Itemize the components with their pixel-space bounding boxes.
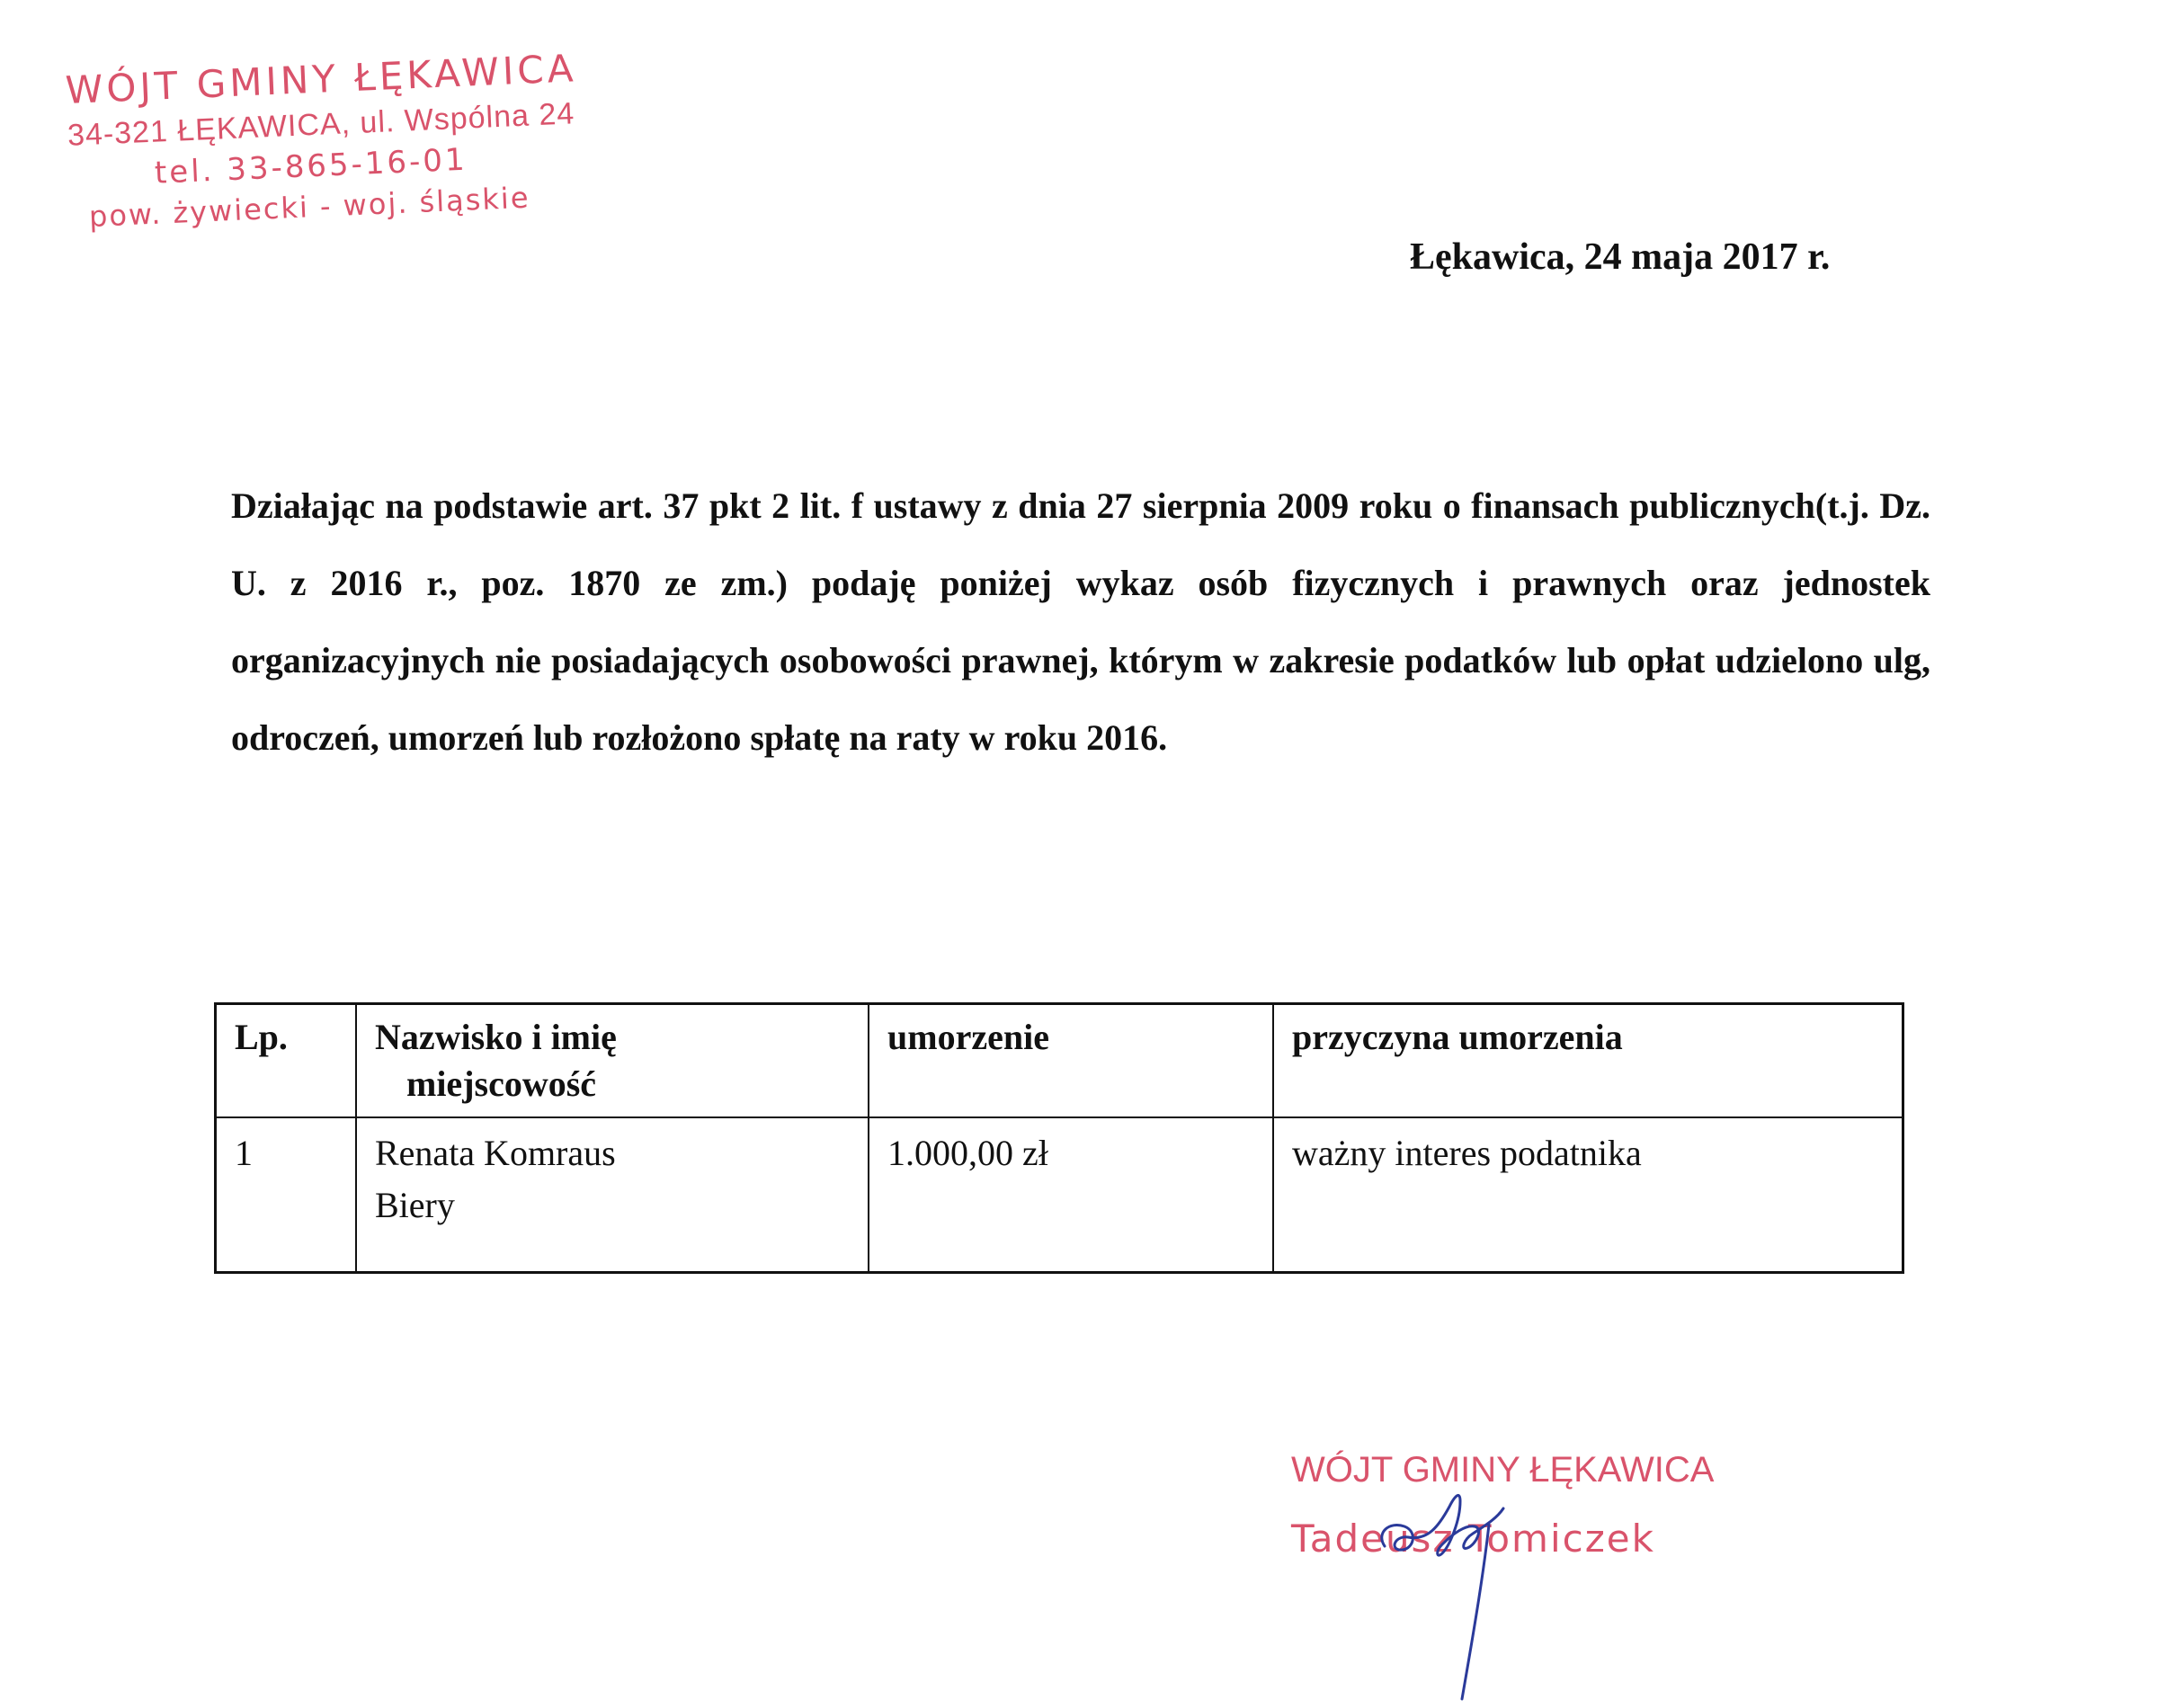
cell-person-name: Renata Komraus bbox=[375, 1133, 616, 1173]
cell-amount: 1.000,00 zł bbox=[869, 1117, 1273, 1273]
table-row bbox=[216, 1117, 1903, 1273]
stamp-office-title: WÓJT GMINY ŁĘKAWICA bbox=[64, 46, 578, 112]
header-amount: umorzenie bbox=[869, 1004, 1273, 1118]
signature-stamp-name: Tadeusz Tomiczek bbox=[1291, 1517, 1655, 1561]
header-stamp bbox=[64, 46, 578, 234]
cell-place: Biery bbox=[375, 1185, 455, 1225]
stamp-address: 34-321 ŁĘKAWICA, ul. Wspólna 24 bbox=[67, 96, 575, 153]
cell-reason: ważny interes podatnika bbox=[1273, 1117, 1903, 1273]
header-reason: przyczyna umorzenia bbox=[1273, 1004, 1903, 1118]
cell-name bbox=[356, 1117, 869, 1273]
document-body: Działając na podstawie art. 37 pkt 2 lit. f ustawy z dnia 27 sierpnia 2009 roku o finansach publicznych(t.j. Dz. U. z 2016 r., poz. 1870 ze zm.) podaję poniżej wykaz osób fizycznych i prawnych oraz jednostek organizacyjnych nie posiadających osobowości prawnej, którym w zakresie podatków lub opłat udzielono ulg, odroczeń, umorzeń lub rozłożono spłatę na raty w roku 2016. bbox=[231, 485, 1930, 758]
table-header-row bbox=[216, 1004, 1903, 1118]
header-name-label: Nazwisko i imię bbox=[375, 1017, 617, 1057]
document-date: Łękawica, 24 maja 2017 r. bbox=[1410, 236, 1831, 278]
signature-stamp-office: WÓJT GMINY ŁĘKAWICA bbox=[1291, 1450, 1715, 1490]
cell-lp: 1 bbox=[216, 1117, 357, 1273]
stamp-region: pow. żywiecki - woj. śląskie bbox=[88, 180, 531, 234]
header-name bbox=[356, 1004, 869, 1118]
stamp-phone: tel. 33-865-16-01 bbox=[154, 141, 468, 191]
handwritten-signature bbox=[1349, 1438, 1564, 1708]
header-place-label: miejscowość bbox=[406, 1063, 597, 1104]
relief-table bbox=[214, 1002, 1904, 1274]
header-lp: Lp. bbox=[216, 1004, 357, 1118]
